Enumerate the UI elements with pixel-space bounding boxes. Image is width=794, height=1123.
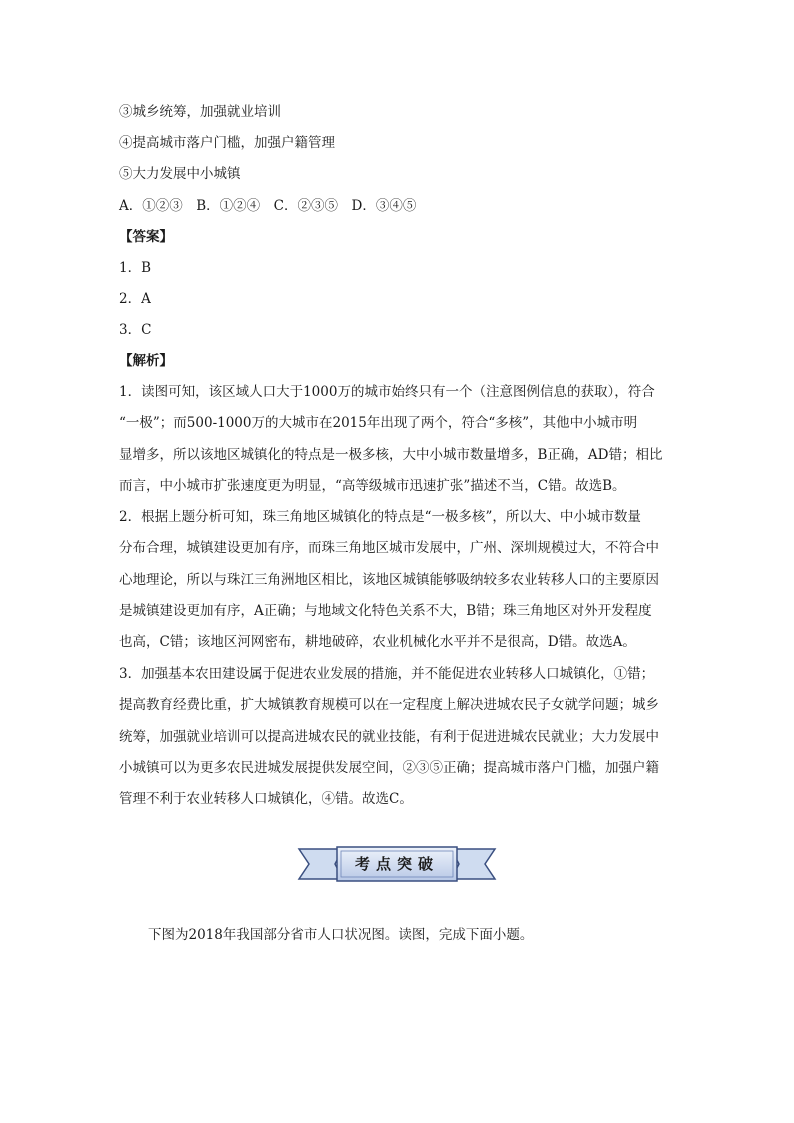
analysis-line: 也高，C错；该地区河网密布，耕地破碎，农业机械化水平并不是很高，D错。故选A。 <box>119 634 636 651</box>
analysis-line: 1．读图可知，该区域人口大于1000万的城市始终只有一个（注意图例信息的获取），符合 <box>119 384 655 400</box>
answer-1: 1．B <box>119 260 152 276</box>
analysis-line: 分布合理，城镇建设更加有序，而珠三角地区城市发展中，广州、深圳规模过大，不符合中 <box>119 540 659 557</box>
option-4: ④提高城市落户门槛，加强户籍管理 <box>119 135 335 151</box>
analysis-line: 显增多，所以该地区城镇化的特点是一极多核，大中小城市数量增多，B正确，AD错；相比 <box>119 446 663 463</box>
analysis-paragraph-3 <box>119 659 681 815</box>
analysis-line: 是城镇建设更加有序，A正确；与地域文化特色关系不大，B错；珠三角地区对外开发程度 <box>119 602 652 619</box>
analysis-line: 2．根据上题分析可知，珠三角地区城镇化的特点是“一极多核”，所以大、中小城市数量 <box>119 509 641 525</box>
answer-2: 2．A <box>119 291 151 307</box>
analysis-heading: 【解析】 <box>119 353 173 369</box>
intro-text: 下图为2018年我国部分省市人口状况图。读图，完成下面小题。 <box>148 927 534 943</box>
answer-3: 3．C <box>119 322 152 338</box>
answer-heading: 【答案】 <box>119 229 173 245</box>
banner-label: 考点突破 <box>354 855 439 873</box>
analysis-line: “一极”；而500-1000万的大城市在2015年出现了两个，符合“多核”，其他中小城市明 <box>119 415 638 432</box>
analysis-line: 小城镇可以为更多农民进城发展提供发展空间，②③⑤正确；提高城市落户门槛，加强户籍 <box>119 759 659 776</box>
answer-choices: A．①②③ B．①②④ C．②③⑤ D．③④⑤ <box>119 198 417 214</box>
analysis-paragraph-1 <box>119 377 681 502</box>
analysis-line: 3．加强基本农田建设属于促进农业发展的措施，并不能促进农业转移人口城镇化，①错； <box>119 666 655 682</box>
analysis-line: 提高教育经费比重，扩大城镇教育规模可以在一定程度上解决进城农民子女就学问题；城乡 <box>119 697 659 714</box>
option-5: ⑤大力发展中小城镇 <box>119 166 241 182</box>
analysis-line: 管理不利于农业转移人口城镇化，④错。故选C。 <box>119 791 413 808</box>
analysis-line: 而言，中小城市扩张速度更为明显，“高等级城市迅速扩张”描述不当，C错。故选B。 <box>119 477 626 494</box>
section-banner <box>297 846 497 882</box>
analysis-line: 统筹，加强就业培训可以提高进城农民的就业技能，有利于促进进城农民就业；大力发展中 <box>119 728 659 745</box>
analysis-line: 心地理论，所以与珠江三角洲地区相比，该地区城镇能够吸纳较多农业转移人口的主要原因 <box>119 571 659 588</box>
analysis-paragraph-2 <box>119 502 681 658</box>
option-3: ③城乡统筹，加强就业培训 <box>119 104 281 120</box>
